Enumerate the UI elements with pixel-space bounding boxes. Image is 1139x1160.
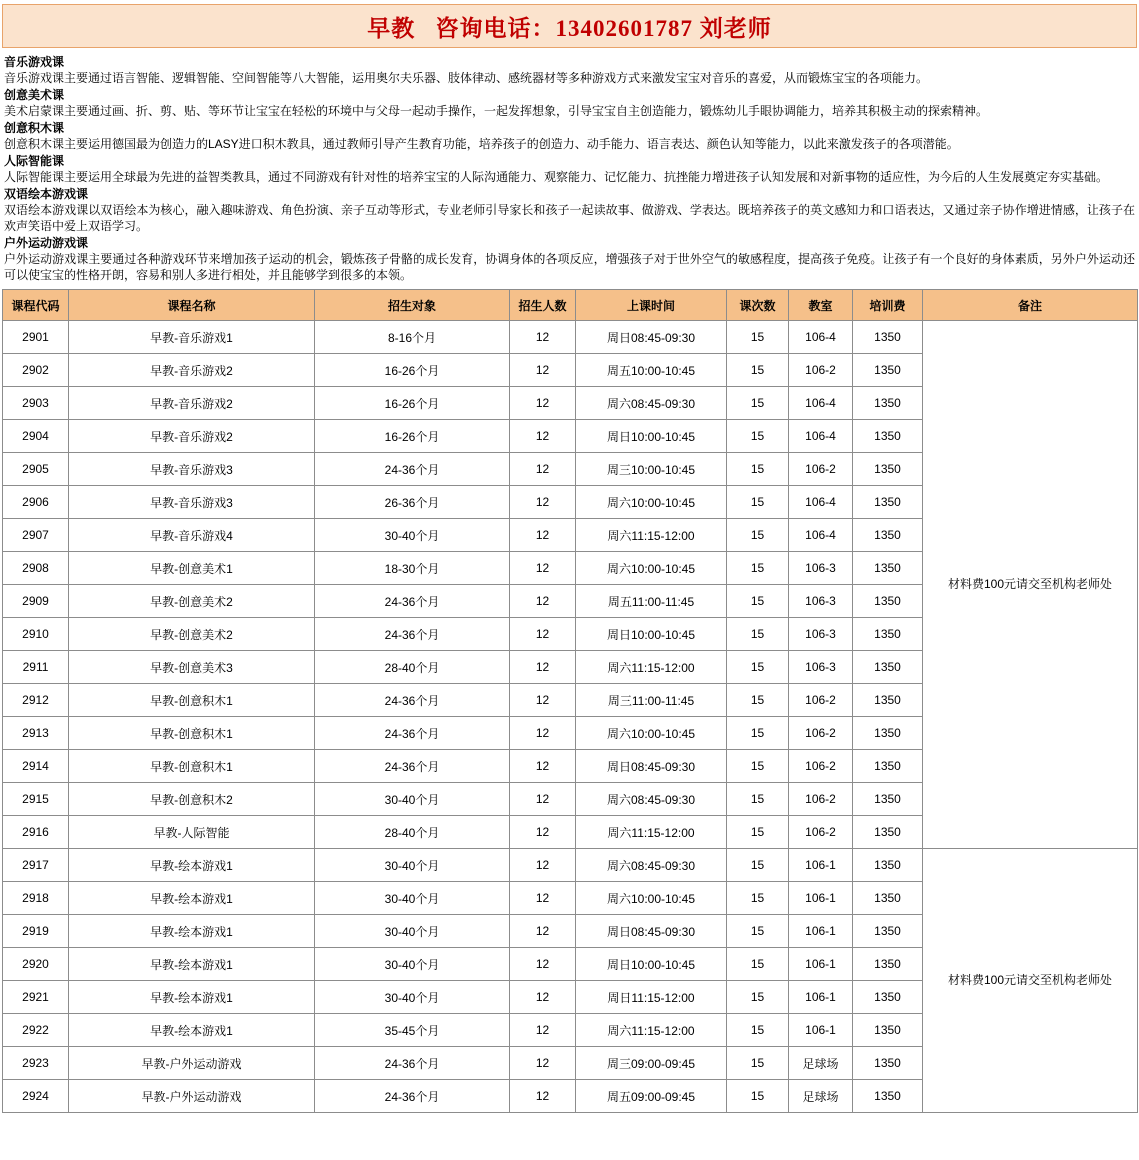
- cell-target: 16-26个月: [315, 354, 510, 387]
- cell-target: 24-36个月: [315, 1080, 510, 1113]
- cell-target: 24-36个月: [315, 750, 510, 783]
- cell-name: 早教-绘本游戏1: [69, 1014, 315, 1047]
- cell-name: 早教-创意美术3: [69, 651, 315, 684]
- cell-time: 周三11:00-11:45: [576, 684, 727, 717]
- cell-code: 2906: [3, 486, 69, 519]
- cell-name: 早教-户外运动游戏: [69, 1080, 315, 1113]
- cell-code: 2910: [3, 618, 69, 651]
- table-header: [3, 290, 1138, 321]
- cell-fee: 1350: [853, 849, 923, 882]
- cell-times: 15: [727, 948, 789, 981]
- cell-fee: 1350: [853, 1080, 923, 1113]
- cell-name: 早教-绘本游戏1: [69, 915, 315, 948]
- cell-time: 周五11:00-11:45: [576, 585, 727, 618]
- cell-room: 106-1: [789, 882, 853, 915]
- cell-name: 早教-人际智能: [69, 816, 315, 849]
- cell-fee: 1350: [853, 585, 923, 618]
- table-column-header: 课次数: [727, 290, 789, 321]
- cell-name: 早教-绘本游戏1: [69, 981, 315, 1014]
- cell-name: 早教-绘本游戏1: [69, 849, 315, 882]
- cell-times: 15: [727, 783, 789, 816]
- cell-target: 26-36个月: [315, 486, 510, 519]
- course-intro-title: 人际智能课: [4, 154, 65, 168]
- cell-code: 2916: [3, 816, 69, 849]
- cell-room: 106-1: [789, 948, 853, 981]
- table-row: [3, 321, 1138, 354]
- cell-count: 12: [510, 684, 576, 717]
- cell-target: 16-26个月: [315, 420, 510, 453]
- header-banner: [2, 4, 1137, 48]
- cell-count: 12: [510, 552, 576, 585]
- cell-fee: 1350: [853, 684, 923, 717]
- cell-fee: 1350: [853, 948, 923, 981]
- cell-remark: 材料费100元请交至机构老师处: [923, 849, 1138, 1113]
- cell-target: 30-40个月: [315, 948, 510, 981]
- cell-time: 周六08:45-09:30: [576, 783, 727, 816]
- cell-count: 12: [510, 816, 576, 849]
- cell-time: 周日08:45-09:30: [576, 750, 727, 783]
- cell-target: 28-40个月: [315, 816, 510, 849]
- cell-room: 106-2: [789, 717, 853, 750]
- cell-time: 周日08:45-09:30: [576, 321, 727, 354]
- cell-times: 15: [727, 915, 789, 948]
- cell-target: 30-40个月: [315, 981, 510, 1014]
- cell-room: 足球场: [789, 1080, 853, 1113]
- cell-fee: 1350: [853, 651, 923, 684]
- page-container: [0, 4, 1139, 1113]
- cell-time: 周日10:00-10:45: [576, 420, 727, 453]
- course-intro-block: [4, 54, 1135, 86]
- cell-fee: 1350: [853, 915, 923, 948]
- cell-count: 12: [510, 1047, 576, 1080]
- cell-room: 106-1: [789, 915, 853, 948]
- cell-time: 周三09:00-09:45: [576, 1047, 727, 1080]
- course-intro-block: [4, 186, 1135, 234]
- cell-target: 24-36个月: [315, 453, 510, 486]
- cell-code: 2905: [3, 453, 69, 486]
- cell-fee: 1350: [853, 420, 923, 453]
- cell-target: 30-40个月: [315, 849, 510, 882]
- cell-room: 106-2: [789, 783, 853, 816]
- cell-target: 16-26个月: [315, 387, 510, 420]
- cell-target: 24-36个月: [315, 618, 510, 651]
- cell-times: 15: [727, 354, 789, 387]
- cell-times: 15: [727, 684, 789, 717]
- cell-room: 106-2: [789, 453, 853, 486]
- cell-room: 106-4: [789, 387, 853, 420]
- course-intro-block: [4, 87, 1135, 119]
- cell-target: 24-36个月: [315, 717, 510, 750]
- cell-times: 15: [727, 585, 789, 618]
- banner-title: 早教 咨询电话：13402601787 刘老师: [367, 15, 772, 41]
- cell-code: 2907: [3, 519, 69, 552]
- cell-code: 2913: [3, 717, 69, 750]
- cell-fee: 1350: [853, 486, 923, 519]
- cell-room: 106-4: [789, 321, 853, 354]
- cell-count: 12: [510, 354, 576, 387]
- cell-name: 早教-创意积木1: [69, 750, 315, 783]
- cell-target: 18-30个月: [315, 552, 510, 585]
- cell-count: 12: [510, 519, 576, 552]
- cell-count: 12: [510, 1080, 576, 1113]
- cell-name: 早教-音乐游戏4: [69, 519, 315, 552]
- cell-name: 早教-创意美术2: [69, 585, 315, 618]
- cell-times: 15: [727, 981, 789, 1014]
- cell-times: 15: [727, 321, 789, 354]
- table-column-header: 培训费: [853, 290, 923, 321]
- cell-code: 2921: [3, 981, 69, 1014]
- cell-code: 2918: [3, 882, 69, 915]
- cell-name: 早教-创意积木1: [69, 717, 315, 750]
- cell-fee: 1350: [853, 882, 923, 915]
- course-intro-block: [4, 235, 1135, 283]
- cell-times: 15: [727, 486, 789, 519]
- cell-target: 24-36个月: [315, 1047, 510, 1080]
- cell-count: 12: [510, 750, 576, 783]
- cell-room: 106-4: [789, 519, 853, 552]
- table-column-header: 课程代码: [3, 290, 69, 321]
- cell-target: 30-40个月: [315, 519, 510, 552]
- cell-count: 12: [510, 651, 576, 684]
- cell-time: 周日11:15-12:00: [576, 981, 727, 1014]
- cell-time: 周六08:45-09:30: [576, 387, 727, 420]
- cell-fee: 1350: [853, 321, 923, 354]
- course-intro-body: 户外运动游戏课主要通过各种游戏环节来增加孩子运动的机会，锻炼孩子骨骼的成长发育，协调身体的各项反应，增强孩子对于世外空气的敏感程度，提高孩子免疫。让孩子有一个良好的身体素质，另外户外运动还可以使宝宝的性格开朗，容易和别人多进行相处，并且能够学到很多的本领。: [4, 252, 1135, 282]
- cell-count: 12: [510, 387, 576, 420]
- cell-room: 106-3: [789, 552, 853, 585]
- cell-times: 15: [727, 849, 789, 882]
- cell-fee: 1350: [853, 981, 923, 1014]
- cell-name: 早教-音乐游戏3: [69, 486, 315, 519]
- cell-times: 15: [727, 618, 789, 651]
- cell-time: 周六11:15-12:00: [576, 816, 727, 849]
- cell-code: 2917: [3, 849, 69, 882]
- cell-name: 早教-创意美术1: [69, 552, 315, 585]
- table-column-header: 上课时间: [576, 290, 727, 321]
- cell-count: 12: [510, 948, 576, 981]
- cell-target: 24-36个月: [315, 585, 510, 618]
- course-intro-section: [0, 54, 1139, 283]
- course-intro-title: 双语绘本游戏课: [4, 187, 89, 201]
- cell-room: 106-2: [789, 684, 853, 717]
- cell-time: 周日08:45-09:30: [576, 915, 727, 948]
- cell-time: 周五10:00-10:45: [576, 354, 727, 387]
- cell-times: 15: [727, 519, 789, 552]
- cell-count: 12: [510, 486, 576, 519]
- cell-room: 106-1: [789, 1014, 853, 1047]
- cell-time: 周日10:00-10:45: [576, 618, 727, 651]
- table-column-header: 课程名称: [69, 290, 315, 321]
- cell-fee: 1350: [853, 453, 923, 486]
- cell-times: 15: [727, 420, 789, 453]
- cell-code: 2922: [3, 1014, 69, 1047]
- cell-name: 早教-创意积木1: [69, 684, 315, 717]
- cell-code: 2904: [3, 420, 69, 453]
- cell-times: 15: [727, 882, 789, 915]
- cell-time: 周六10:00-10:45: [576, 717, 727, 750]
- cell-fee: 1350: [853, 354, 923, 387]
- cell-room: 106-1: [789, 849, 853, 882]
- course-intro-body: 创意积木课主要运用德国最为创造力的LASY进口积木教具，通过教师引导产生教育功能，培养孩子的创造力、动手能力、语言表达、颜色认知等能力，以此来激发孩子的各项潜能。: [4, 137, 959, 151]
- cell-name: 早教-户外运动游戏: [69, 1047, 315, 1080]
- course-intro-body: 美术启蒙课主要通过画、折、剪、贴、等环节让宝宝在轻松的环境中与父母一起动手操作，一起发挥想象，引导宝宝自主创造能力，锻炼幼儿手眼协调能力，培养其积极主动的探索精神。: [4, 104, 989, 118]
- cell-times: 15: [727, 1047, 789, 1080]
- course-intro-body: 音乐游戏课主要通过语言智能、逻辑智能、空间智能等八大智能，运用奥尔夫乐器、肢体律动、感统器材等多种游戏方式来激发宝宝对音乐的喜爱，从而锻炼宝宝的各项能力。: [4, 71, 929, 85]
- cell-code: 2920: [3, 948, 69, 981]
- cell-name: 早教-音乐游戏2: [69, 420, 315, 453]
- cell-fee: 1350: [853, 816, 923, 849]
- cell-count: 12: [510, 1014, 576, 1047]
- cell-fee: 1350: [853, 519, 923, 552]
- cell-times: 15: [727, 453, 789, 486]
- table-column-header: 招生人数: [510, 290, 576, 321]
- table-header-row: [3, 290, 1138, 321]
- cell-code: 2924: [3, 1080, 69, 1113]
- cell-room: 106-2: [789, 750, 853, 783]
- cell-count: 12: [510, 321, 576, 354]
- cell-count: 12: [510, 717, 576, 750]
- cell-time: 周六08:45-09:30: [576, 849, 727, 882]
- cell-times: 15: [727, 717, 789, 750]
- cell-fee: 1350: [853, 387, 923, 420]
- cell-remark: 材料费100元请交至机构老师处: [923, 321, 1138, 849]
- cell-code: 2923: [3, 1047, 69, 1080]
- cell-count: 12: [510, 849, 576, 882]
- cell-code: 2901: [3, 321, 69, 354]
- cell-room: 106-2: [789, 816, 853, 849]
- cell-times: 15: [727, 387, 789, 420]
- course-intro-body: 双语绘本游戏课以双语绘本为核心，融入趣味游戏、角色扮演、亲子互动等形式，专业老师引导家长和孩子一起读故事、做游戏、学表达。既培养孩子的英文感知力和口语表达，又通过亲子协作增进情感，让孩子在欢声笑语中爱上双语学习。: [4, 203, 1135, 233]
- cell-fee: 1350: [853, 1047, 923, 1080]
- cell-count: 12: [510, 453, 576, 486]
- cell-count: 12: [510, 420, 576, 453]
- course-intro-title: 音乐游戏课: [4, 55, 65, 69]
- cell-time: 周六10:00-10:45: [576, 552, 727, 585]
- cell-time: 周六11:15-12:00: [576, 519, 727, 552]
- cell-name: 早教-创意积木2: [69, 783, 315, 816]
- cell-room: 106-3: [789, 585, 853, 618]
- cell-fee: 1350: [853, 783, 923, 816]
- cell-time: 周日10:00-10:45: [576, 948, 727, 981]
- cell-times: 15: [727, 552, 789, 585]
- cell-name: 早教-音乐游戏2: [69, 387, 315, 420]
- cell-name: 早教-音乐游戏3: [69, 453, 315, 486]
- cell-time: 周六11:15-12:00: [576, 1014, 727, 1047]
- cell-fee: 1350: [853, 618, 923, 651]
- cell-name: 早教-绘本游戏1: [69, 948, 315, 981]
- cell-count: 12: [510, 585, 576, 618]
- course-table: [2, 289, 1138, 1113]
- cell-code: 2915: [3, 783, 69, 816]
- cell-times: 15: [727, 1014, 789, 1047]
- cell-target: 30-40个月: [315, 783, 510, 816]
- cell-count: 12: [510, 981, 576, 1014]
- cell-room: 106-2: [789, 354, 853, 387]
- cell-name: 早教-创意美术2: [69, 618, 315, 651]
- cell-target: 30-40个月: [315, 915, 510, 948]
- cell-count: 12: [510, 783, 576, 816]
- cell-room: 106-4: [789, 486, 853, 519]
- cell-name: 早教-音乐游戏1: [69, 321, 315, 354]
- cell-target: 8-16个月: [315, 321, 510, 354]
- table-column-header: 教室: [789, 290, 853, 321]
- cell-code: 2912: [3, 684, 69, 717]
- cell-room: 足球场: [789, 1047, 853, 1080]
- cell-times: 15: [727, 1080, 789, 1113]
- cell-fee: 1350: [853, 552, 923, 585]
- table-row: [3, 849, 1138, 882]
- cell-code: 2902: [3, 354, 69, 387]
- cell-room: 106-3: [789, 651, 853, 684]
- cell-time: 周三10:00-10:45: [576, 453, 727, 486]
- cell-code: 2911: [3, 651, 69, 684]
- cell-target: 28-40个月: [315, 651, 510, 684]
- cell-room: 106-1: [789, 981, 853, 1014]
- cell-target: 30-40个月: [315, 882, 510, 915]
- cell-times: 15: [727, 750, 789, 783]
- course-intro-block: [4, 153, 1135, 185]
- cell-time: 周六11:15-12:00: [576, 651, 727, 684]
- course-intro-title: 户外运动游戏课: [4, 236, 89, 250]
- cell-time: 周五09:00-09:45: [576, 1080, 727, 1113]
- cell-time: 周六10:00-10:45: [576, 486, 727, 519]
- cell-times: 15: [727, 651, 789, 684]
- cell-target: 35-45个月: [315, 1014, 510, 1047]
- cell-room: 106-3: [789, 618, 853, 651]
- cell-fee: 1350: [853, 1014, 923, 1047]
- cell-code: 2914: [3, 750, 69, 783]
- cell-count: 12: [510, 882, 576, 915]
- cell-name: 早教-绘本游戏1: [69, 882, 315, 915]
- cell-count: 12: [510, 915, 576, 948]
- cell-fee: 1350: [853, 717, 923, 750]
- cell-count: 12: [510, 618, 576, 651]
- table-column-header: 备注: [923, 290, 1138, 321]
- course-intro-title: 创意美术课: [4, 88, 65, 102]
- cell-code: 2903: [3, 387, 69, 420]
- table-column-header: 招生对象: [315, 290, 510, 321]
- course-intro-body: 人际智能课主要运用全球最为先进的益智类教具，通过不同游戏有针对性的培养宝宝的人际沟通能力、观察能力、记忆能力、抗挫能力增进孩子认知发展和对新事物的适应性，为今后的人生发展奠定夯实基础。: [4, 170, 1109, 184]
- table-body: [3, 321, 1138, 1113]
- cell-code: 2909: [3, 585, 69, 618]
- cell-fee: 1350: [853, 750, 923, 783]
- cell-code: 2919: [3, 915, 69, 948]
- cell-times: 15: [727, 816, 789, 849]
- cell-time: 周六10:00-10:45: [576, 882, 727, 915]
- course-intro-block: [4, 120, 1135, 152]
- course-intro-title: 创意积木课: [4, 121, 65, 135]
- cell-name: 早教-音乐游戏2: [69, 354, 315, 387]
- cell-code: 2908: [3, 552, 69, 585]
- cell-target: 24-36个月: [315, 684, 510, 717]
- cell-room: 106-4: [789, 420, 853, 453]
